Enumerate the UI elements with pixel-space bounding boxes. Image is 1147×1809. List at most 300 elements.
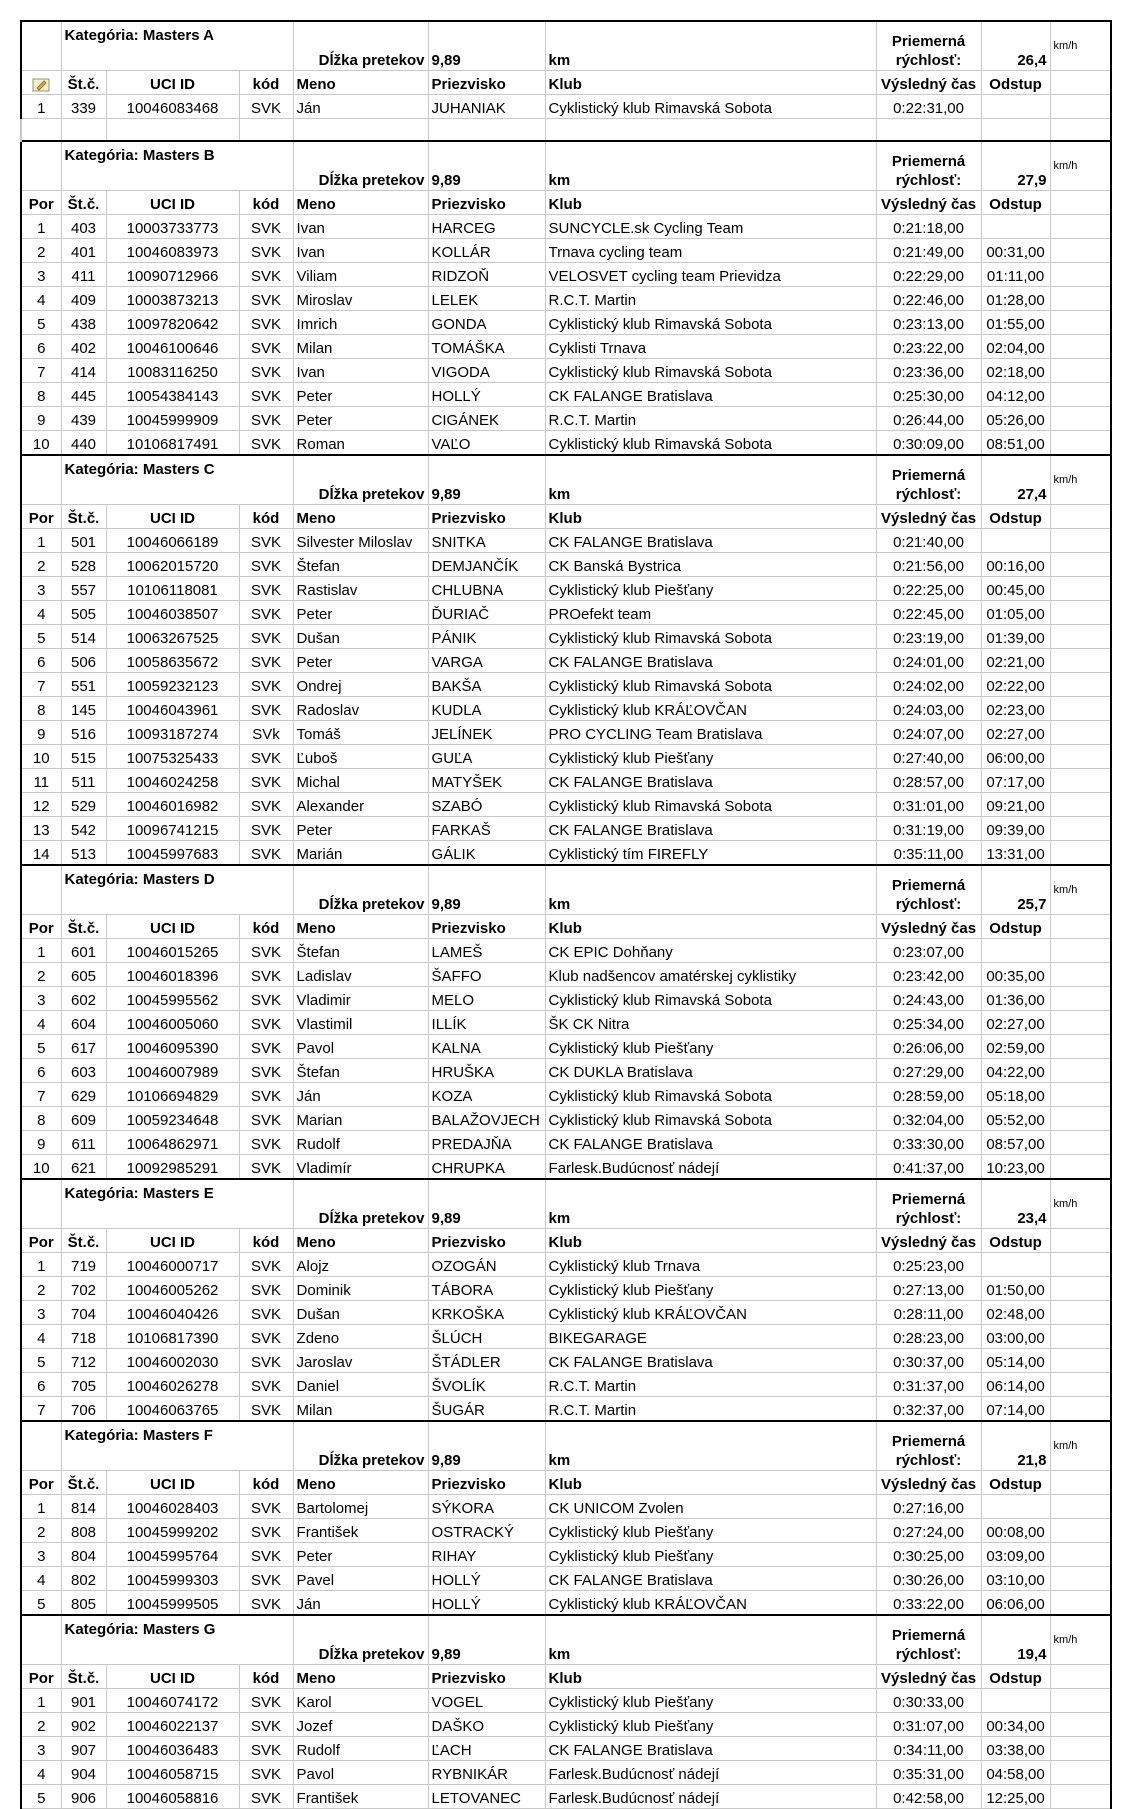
last-name-cell: BAKŠA [428, 673, 545, 697]
table-row [21, 721, 1111, 745]
column-header-row [21, 1471, 1111, 1495]
blank-cell [1050, 1373, 1111, 1397]
rank-cell: 6 [21, 1059, 61, 1083]
final-time-cell: 0:23:13,00 [876, 311, 981, 335]
blank-cell [1050, 1035, 1111, 1059]
uci-id-cell: 10106694829 [106, 1083, 239, 1107]
blank-cell [1050, 359, 1111, 383]
avg-speed-value: 21,8 [981, 1421, 1050, 1471]
gap-cell: 04:22,00 [981, 1059, 1050, 1083]
rank-cell: 1 [21, 1689, 61, 1713]
club-cell: Farlesk.Budúcnosť nádejí [545, 1761, 876, 1785]
club-cell: Cyklistický klub Rimavská Sobota [545, 625, 876, 649]
column-header: Priezvisko [428, 191, 545, 215]
club-cell: Cyklistický klub Rimavská Sobota [545, 987, 876, 1011]
table-row [21, 697, 1111, 721]
blank-cell [1050, 1253, 1111, 1277]
club-cell: BIKEGARAGE [545, 1325, 876, 1349]
uci-id-cell: 10045995764 [106, 1543, 239, 1567]
column-header: Št.č. [61, 71, 106, 95]
country-code-cell: SVk [239, 721, 293, 745]
uci-id-cell: 10046058816 [106, 1785, 239, 1809]
last-name-cell: VOGEL [428, 1689, 545, 1713]
rank-cell: 7 [21, 1397, 61, 1422]
uci-id-cell: 10097820642 [106, 311, 239, 335]
blank-cell [21, 455, 61, 505]
gap-cell: 08:51,00 [981, 431, 1050, 456]
bib-cell: 901 [61, 1689, 106, 1713]
country-code-cell: SVK [239, 1761, 293, 1785]
club-cell: Cyklistický klub Piešťany [545, 1713, 876, 1737]
gap-cell [981, 1689, 1050, 1713]
pencil-icon [32, 77, 50, 93]
last-name-cell: KALNA [428, 1035, 545, 1059]
club-cell: CK FALANGE Bratislava [545, 1131, 876, 1155]
uci-id-cell: 10046016982 [106, 793, 239, 817]
bib-cell: 501 [61, 529, 106, 553]
rank-cell: 7 [21, 673, 61, 697]
country-code-cell: SVK [239, 1011, 293, 1035]
country-code-cell: SVK [239, 1591, 293, 1616]
last-name-cell: SZABÓ [428, 793, 545, 817]
first-name-cell: Dušan [293, 1301, 428, 1325]
rank-cell: 9 [21, 1131, 61, 1155]
first-name-cell: Alojz [293, 1253, 428, 1277]
rank-cell: 3 [21, 1301, 61, 1325]
bib-cell: 805 [61, 1591, 106, 1616]
last-name-cell: RIHAY [428, 1543, 545, 1567]
first-name-cell: Ivan [293, 239, 428, 263]
final-time-cell: 0:26:06,00 [876, 1035, 981, 1059]
bib-cell: 505 [61, 601, 106, 625]
race-length-label: Dĺžka pretekov [293, 1179, 428, 1229]
gap-cell: 01:28,00 [981, 287, 1050, 311]
gap-cell [981, 939, 1050, 963]
first-name-cell: Peter [293, 817, 428, 841]
last-name-cell: JELÍNEK [428, 721, 545, 745]
country-code-cell: SVK [239, 601, 293, 625]
uci-id-cell: 10046002030 [106, 1349, 239, 1373]
table-row [21, 649, 1111, 673]
blank-cell [1050, 95, 1111, 119]
column-header: Odstup [981, 1665, 1050, 1689]
country-code-cell: SVK [239, 793, 293, 817]
table-row [21, 1277, 1111, 1301]
column-header: Št.č. [61, 915, 106, 939]
column-header: kód [239, 505, 293, 529]
last-name-cell: LELEK [428, 287, 545, 311]
first-name-cell: František [293, 1785, 428, 1809]
table-row [21, 311, 1111, 335]
bib-cell: 516 [61, 721, 106, 745]
rank-cell: 5 [21, 625, 61, 649]
country-code-cell: SVK [239, 1131, 293, 1155]
club-cell: CK Banská Bystrica [545, 553, 876, 577]
final-time-cell: 0:23:19,00 [876, 625, 981, 649]
uci-id-cell: 10046022137 [106, 1713, 239, 1737]
bib-cell: 907 [61, 1737, 106, 1761]
final-time-cell: 0:33:30,00 [876, 1131, 981, 1155]
blank-cell [21, 1421, 61, 1471]
club-cell: Cyklistický klub Piešťany [545, 1277, 876, 1301]
first-name-cell: Viliam [293, 263, 428, 287]
blank-cell [1050, 793, 1111, 817]
column-header: Výsledný čas [876, 915, 981, 939]
uci-id-cell: 10064862971 [106, 1131, 239, 1155]
uci-id-cell: 10045995562 [106, 987, 239, 1011]
blank-cell [1050, 1737, 1111, 1761]
race-length-label: Dĺžka pretekov [293, 1421, 428, 1471]
first-name-cell: Rastislav [293, 577, 428, 601]
last-name-cell: JUHANIAK [428, 95, 545, 119]
final-time-cell: 0:22:31,00 [876, 95, 981, 119]
bib-cell: 514 [61, 625, 106, 649]
country-code-cell: SVK [239, 1397, 293, 1422]
last-name-cell: KRKOŠKA [428, 1301, 545, 1325]
uci-id-cell: 10046058715 [106, 1761, 239, 1785]
club-cell: Cyklistický klub KRÁĽOVČAN [545, 697, 876, 721]
country-code-cell: SVK [239, 311, 293, 335]
final-time-cell: 0:35:11,00 [876, 841, 981, 866]
first-name-cell: Pavol [293, 1761, 428, 1785]
blank-cell [1050, 119, 1111, 142]
column-header: Klub [545, 505, 876, 529]
blank-cell [1050, 915, 1111, 939]
rank-cell: 10 [21, 1155, 61, 1180]
first-name-cell: Peter [293, 407, 428, 431]
bib-cell: 605 [61, 963, 106, 987]
blank-cell [1050, 1229, 1111, 1253]
first-name-cell: Rudolf [293, 1131, 428, 1155]
final-time-cell: 0:32:37,00 [876, 1397, 981, 1422]
blank-cell [21, 21, 61, 71]
uci-id-cell: 10046095390 [106, 1035, 239, 1059]
first-name-cell: Roman [293, 431, 428, 456]
uci-id-cell: 10045999202 [106, 1519, 239, 1543]
first-name-cell: Štefan [293, 553, 428, 577]
club-cell: Cyklistický klub Piešťany [545, 1035, 876, 1059]
table-row [21, 383, 1111, 407]
first-name-cell: Michal [293, 769, 428, 793]
blank-cell [876, 119, 981, 142]
country-code-cell: SVK [239, 1155, 293, 1180]
gap-cell: 02:23,00 [981, 697, 1050, 721]
bib-cell: 529 [61, 793, 106, 817]
final-time-cell: 0:24:01,00 [876, 649, 981, 673]
rank-cell: 4 [21, 1761, 61, 1785]
club-cell: Cyklistický klub Rimavská Sobota [545, 311, 876, 335]
table-row [21, 963, 1111, 987]
blank-cell [21, 865, 61, 915]
gap-cell: 03:38,00 [981, 1737, 1050, 1761]
final-time-cell: 0:31:37,00 [876, 1373, 981, 1397]
club-cell: CK FALANGE Bratislava [545, 383, 876, 407]
uci-id-cell: 10054384143 [106, 383, 239, 407]
column-header: Meno [293, 505, 428, 529]
table-row [21, 1059, 1111, 1083]
first-name-cell: Štefan [293, 1059, 428, 1083]
first-name-cell: Vladimir [293, 987, 428, 1011]
final-time-cell: 0:24:03,00 [876, 697, 981, 721]
rank-cell: 7 [21, 359, 61, 383]
last-name-cell: ŠVOLÍK [428, 1373, 545, 1397]
uci-id-cell: 10046040426 [106, 1301, 239, 1325]
column-header: Výsledný čas [876, 1229, 981, 1253]
club-cell: Cyklistický klub Rimavská Sobota [545, 793, 876, 817]
category-title: Kategória: Masters D [61, 865, 293, 915]
first-name-cell: Jaroslav [293, 1349, 428, 1373]
column-header: Klub [545, 1665, 876, 1689]
category-header-row [21, 865, 1111, 915]
club-cell: Cyklisti Trnava [545, 335, 876, 359]
gap-cell: 03:09,00 [981, 1543, 1050, 1567]
category-title: Kategória: Masters F [61, 1421, 293, 1471]
rank-cell: 3 [21, 577, 61, 601]
gap-cell: 02:04,00 [981, 335, 1050, 359]
avg-speed-value: 27,4 [981, 455, 1050, 505]
country-code-cell: SVK [239, 673, 293, 697]
first-name-cell: Štefan [293, 939, 428, 963]
club-cell: Farlesk.Budúcnosť nádejí [545, 1785, 876, 1809]
country-code-cell: SVK [239, 215, 293, 239]
blank-cell [981, 119, 1050, 142]
column-header: Por [21, 915, 61, 939]
last-name-cell: FARKAŠ [428, 817, 545, 841]
blank-cell [1050, 1785, 1111, 1809]
last-name-cell: ŠUGÁR [428, 1397, 545, 1422]
gap-cell: 01:55,00 [981, 311, 1050, 335]
gap-cell: 06:00,00 [981, 745, 1050, 769]
first-name-cell: Karol [293, 1689, 428, 1713]
table-row [21, 745, 1111, 769]
table-row [21, 1567, 1111, 1591]
column-header: Meno [293, 1229, 428, 1253]
last-name-cell: OSTRACKÝ [428, 1519, 545, 1543]
race-length-label: Dĺžka pretekov [293, 21, 428, 71]
uci-id-cell: 10063267525 [106, 625, 239, 649]
gap-cell: 04:12,00 [981, 383, 1050, 407]
rank-cell: 14 [21, 841, 61, 866]
first-name-cell: Ivan [293, 215, 428, 239]
club-cell: CK FALANGE Bratislava [545, 769, 876, 793]
final-time-cell: 0:26:44,00 [876, 407, 981, 431]
uci-id-cell: 10045999909 [106, 407, 239, 431]
race-distance-value: 9,89 [428, 1615, 545, 1665]
first-name-cell: Ľuboš [293, 745, 428, 769]
first-name-cell: Dušan [293, 625, 428, 649]
table-row [21, 553, 1111, 577]
rank-cell: 1 [21, 95, 61, 119]
last-name-cell: GÁLIK [428, 841, 545, 866]
column-header-row [21, 1229, 1111, 1253]
avg-speed-value: 19,4 [981, 1615, 1050, 1665]
club-cell: R.C.T. Martin [545, 1373, 876, 1397]
blank-cell [1050, 505, 1111, 529]
blank-cell [293, 119, 428, 142]
avg-speed-label: Priemerná rýchlosť: [876, 865, 981, 915]
final-time-cell: 0:21:56,00 [876, 553, 981, 577]
gap-cell: 00:34,00 [981, 1713, 1050, 1737]
last-name-cell: HRUŠKA [428, 1059, 545, 1083]
race-length-label: Dĺžka pretekov [293, 1615, 428, 1665]
uci-id-cell: 10046043961 [106, 697, 239, 721]
final-time-cell: 0:24:43,00 [876, 987, 981, 1011]
category-header-row [21, 21, 1111, 71]
table-row [21, 287, 1111, 311]
rank-cell: 5 [21, 1349, 61, 1373]
table-row [21, 239, 1111, 263]
gap-cell: 05:14,00 [981, 1349, 1050, 1373]
rank-cell: 4 [21, 287, 61, 311]
distance-unit: km [545, 141, 876, 191]
last-name-cell: LAMEŠ [428, 939, 545, 963]
column-header: Výsledný čas [876, 1471, 981, 1495]
table-row [21, 817, 1111, 841]
blank-cell [1050, 1591, 1111, 1616]
gap-cell: 04:58,00 [981, 1761, 1050, 1785]
country-code-cell: SVK [239, 1059, 293, 1083]
uci-id-cell: 10092985291 [106, 1155, 239, 1180]
gap-cell [981, 1495, 1050, 1519]
club-cell: Cyklistický klub Rimavská Sobota [545, 1083, 876, 1107]
column-header: Št.č. [61, 1471, 106, 1495]
first-name-cell: Radoslav [293, 697, 428, 721]
table-row [21, 1689, 1111, 1713]
blank-cell [1050, 601, 1111, 625]
uci-id-cell: 10046026278 [106, 1373, 239, 1397]
last-name-cell: KOZA [428, 1083, 545, 1107]
country-code-cell: SVK [239, 745, 293, 769]
race-distance-value: 9,89 [428, 141, 545, 191]
club-cell: CK FALANGE Bratislava [545, 1349, 876, 1373]
bib-cell: 411 [61, 263, 106, 287]
column-header: UCI ID [106, 191, 239, 215]
column-header-row [21, 71, 1111, 95]
table-row [21, 1591, 1111, 1616]
first-name-cell: Bartolomej [293, 1495, 428, 1519]
rank-cell: 8 [21, 1107, 61, 1131]
bib-cell: 403 [61, 215, 106, 239]
country-code-cell: SVK [239, 939, 293, 963]
final-time-cell: 0:28:11,00 [876, 1301, 981, 1325]
final-time-cell: 0:41:37,00 [876, 1155, 981, 1180]
last-name-cell: VAĽO [428, 431, 545, 456]
club-cell: CK FALANGE Bratislava [545, 1737, 876, 1761]
rank-cell: 1 [21, 939, 61, 963]
blank-cell [1050, 239, 1111, 263]
country-code-cell: SVK [239, 1785, 293, 1809]
distance-unit: km [545, 1615, 876, 1665]
country-code-cell: SVK [239, 1543, 293, 1567]
table-row [21, 1107, 1111, 1131]
final-time-cell: 0:27:13,00 [876, 1277, 981, 1301]
club-cell: VELOSVET cycling team Prievidza [545, 263, 876, 287]
last-name-cell: CHLUBNA [428, 577, 545, 601]
column-header: UCI ID [106, 505, 239, 529]
speed-unit: km/h [1050, 455, 1111, 505]
table-row [21, 577, 1111, 601]
bib-cell: 904 [61, 1761, 106, 1785]
club-cell: Cyklistický klub Rimavská Sobota [545, 673, 876, 697]
rank-cell: 5 [21, 1035, 61, 1059]
blank-cell [1050, 1543, 1111, 1567]
club-cell: Cyklistický klub Rimavská Sobota [545, 1107, 876, 1131]
last-name-cell: SNITKA [428, 529, 545, 553]
gap-cell: 00:08,00 [981, 1519, 1050, 1543]
gap-cell: 01:39,00 [981, 625, 1050, 649]
race-distance-value: 9,89 [428, 1421, 545, 1471]
club-cell: Cyklistický klub Rimavská Sobota [545, 95, 876, 119]
bib-cell: 719 [61, 1253, 106, 1277]
distance-unit: km [545, 1179, 876, 1229]
final-time-cell: 0:22:29,00 [876, 263, 981, 287]
rank-cell: 9 [21, 721, 61, 745]
speed-unit: km/h [1050, 1421, 1111, 1471]
rank-cell: 10 [21, 745, 61, 769]
final-time-cell: 0:30:37,00 [876, 1349, 981, 1373]
bib-cell: 339 [61, 95, 106, 119]
club-cell: Cyklistický klub Trnava [545, 1253, 876, 1277]
table-row [21, 939, 1111, 963]
category-title: Kategória: Masters G [61, 1615, 293, 1665]
uci-id-cell: 10046063765 [106, 1397, 239, 1422]
column-header-row [21, 191, 1111, 215]
country-code-cell: SVK [239, 1325, 293, 1349]
blank-cell [1050, 191, 1111, 215]
column-header: Priezvisko [428, 1665, 545, 1689]
table-row [21, 1035, 1111, 1059]
table-row [21, 601, 1111, 625]
category-header-row [21, 455, 1111, 505]
final-time-cell: 0:21:40,00 [876, 529, 981, 553]
club-cell: R.C.T. Martin [545, 1397, 876, 1422]
table-row [21, 1761, 1111, 1785]
first-name-cell: Alexander [293, 793, 428, 817]
column-header: Priezvisko [428, 71, 545, 95]
bib-cell: 145 [61, 697, 106, 721]
race-distance-value: 9,89 [428, 21, 545, 71]
column-header: kód [239, 1471, 293, 1495]
column-header: Klub [545, 1229, 876, 1253]
uci-id-cell: 10096741215 [106, 817, 239, 841]
blank-cell [1050, 1567, 1111, 1591]
rank-cell: 4 [21, 1011, 61, 1035]
last-name-cell: DEMJANČÍK [428, 553, 545, 577]
uci-id-cell: 10046015265 [106, 939, 239, 963]
first-name-cell: Dominik [293, 1277, 428, 1301]
uci-id-cell: 10046007989 [106, 1059, 239, 1083]
column-header: Klub [545, 915, 876, 939]
blank-cell [21, 119, 61, 142]
rank-cell: 2 [21, 553, 61, 577]
last-name-cell: ĎURIAČ [428, 601, 545, 625]
club-cell: Cyklistický tím FIREFLY [545, 841, 876, 866]
column-header: Priezvisko [428, 1229, 545, 1253]
table-row [21, 407, 1111, 431]
bib-cell: 712 [61, 1349, 106, 1373]
blank-cell [1050, 963, 1111, 987]
distance-unit: km [545, 865, 876, 915]
club-cell: ŠK CK Nitra [545, 1011, 876, 1035]
column-header: kód [239, 915, 293, 939]
country-code-cell: SVK [239, 1737, 293, 1761]
rank-cell: 13 [21, 817, 61, 841]
blank-cell [1050, 215, 1111, 239]
final-time-cell: 0:30:09,00 [876, 431, 981, 456]
blank-cell [1050, 939, 1111, 963]
blank-cell [1050, 1689, 1111, 1713]
column-header: Výsledný čas [876, 1665, 981, 1689]
